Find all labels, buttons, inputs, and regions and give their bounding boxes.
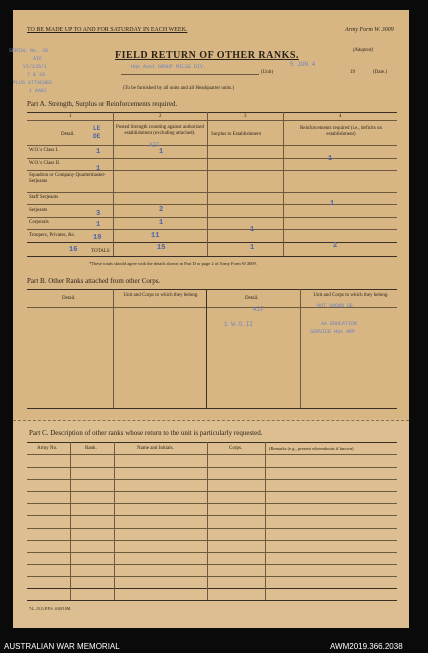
serial-stamp-line-3: VI/135/1 xyxy=(23,64,48,70)
row-posted-totals: 15 xyxy=(157,244,166,252)
part-b-entry-aif: AIF xyxy=(253,306,264,313)
row-label-cpls: Corporals xyxy=(29,220,49,225)
row-posted-sjts: 2 xyxy=(159,206,164,214)
header-posted-strength: Posted Strength counting against authorized establishment (excluding attached). xyxy=(115,125,205,136)
part-b-header-detail-1: Detail. xyxy=(62,296,76,301)
row-le-sjts: 3 xyxy=(96,210,101,218)
col-number-2: 2 xyxy=(159,114,162,119)
header-surplus: Surplus to Establishment xyxy=(211,132,261,137)
serial-stamp-line-2: AIF xyxy=(33,56,43,62)
part-b-entry-unit-line-2: AA EDUCATION xyxy=(321,321,358,327)
unit-line xyxy=(121,74,259,75)
row-posted-wo1: 1 xyxy=(159,148,164,156)
stamp-de: DE xyxy=(93,133,101,140)
unit-stamp: Hqs Aust GROUP MILSE DIV. xyxy=(131,64,207,70)
part-c-header-army-no: Army No. xyxy=(37,446,58,451)
form-title: FIELD RETURN OF OTHER RANKS. xyxy=(115,50,299,61)
row-le-totals: 16 xyxy=(69,246,78,254)
row-label-wo1: W.O.'s Class I. xyxy=(29,148,59,153)
part-b-header-unit-1: Unit and Corps to which they belong. xyxy=(123,293,199,298)
adapted-note: (Adapted) xyxy=(353,48,373,53)
col-number-3: 3 xyxy=(244,114,247,119)
row-label-troopers: Troopers, Privates, &c. xyxy=(29,233,76,238)
row-surplus-troopers: 1 xyxy=(250,226,255,234)
caption-right: AWM2019.366.2038 xyxy=(330,642,403,651)
col-number-4: 4 xyxy=(339,114,342,119)
header-reinforcements: Reinforcements required (i.e., deficits on establishment) xyxy=(299,126,383,137)
part-c-header-name: Name and Initials. xyxy=(137,446,174,451)
caption-bar xyxy=(0,628,428,653)
col-number-1: 1 xyxy=(69,114,72,119)
row-surplus-totals: 1 xyxy=(250,244,255,252)
part-a-footnote: *These totals should agree with the details shown in Part D or page 2 of Army Form W.3009. xyxy=(89,261,257,266)
furnished-note: (To be furnished by all units and all Headquarter units.) xyxy=(123,86,235,91)
part-c-header-rank: Rank. xyxy=(85,446,97,451)
stamp-le: LE xyxy=(93,125,101,132)
part-b-heading: Part B. Other Ranks attached from other Corps. xyxy=(27,277,161,285)
row-label-wo2: W.O.'s Class II. xyxy=(29,161,61,166)
unit-label: (Unit) xyxy=(261,70,274,75)
row-posted-cpls: 1 xyxy=(159,219,164,227)
part-b-entry-unit-line-3: SERVICE Hqs ARP xyxy=(310,329,356,335)
row-le-wo1: 1 xyxy=(96,148,101,156)
row-posted-troopers: 11 xyxy=(151,232,160,240)
part-b-header-detail-2: Detail. xyxy=(245,296,259,301)
header-detail: Detail. xyxy=(61,132,75,137)
row-label-totals: TOTALS xyxy=(91,249,110,254)
top-note: TO BE MADE UP TO AND FOR SATURDAY IN EACH WEEK. xyxy=(27,27,188,33)
printer-imprint: 74—N.G.P.P.S. 4/40/10M. xyxy=(29,606,72,611)
part-c-heading: Part C. Description of other ranks whose return to the unit is particularly requested. xyxy=(29,429,263,437)
field-return-form xyxy=(9,10,409,628)
row-label-sjts: Serjeants xyxy=(29,208,48,213)
row-reinf-totals: 2 xyxy=(333,242,338,250)
part-b-header-unit-2: Unit and Corps to which they belong. xyxy=(313,293,389,298)
serial-stamp-line-5: PLUS ATTACHED xyxy=(13,80,53,86)
date-label: (Date.) xyxy=(373,70,388,75)
row-le-troopers: 10 xyxy=(93,234,102,242)
row-le-cpls: 1 xyxy=(96,221,101,229)
row-reinf-sjts: 1 xyxy=(330,200,335,208)
form-lower-sheet xyxy=(13,420,409,629)
part-b-entry-unit-line-1: NOT SHOWN DE xyxy=(317,303,354,309)
row-reinf-wo1: 1 xyxy=(328,155,333,163)
stamp-aif: AIF xyxy=(149,142,160,149)
part-a-heading: Part A. Strength, Surplus or Reinforcements required. xyxy=(27,100,178,108)
caption-left: AUSTRALIAN WAR MEMORIAL xyxy=(4,642,120,651)
row-le-cqms: 1 xyxy=(96,165,101,173)
serial-stamp-line-6: 1 AAEC xyxy=(29,88,48,94)
part-c-header-remarks: (Remarks (e.g., present whereabouts if known) xyxy=(269,446,354,451)
part-c-header-corps: Corps. xyxy=(229,446,243,451)
part-b-entry-detail: 1 W.O.II xyxy=(224,321,253,328)
date-stamp: 5 JUN 4 xyxy=(290,61,316,68)
army-form-number: Army Form W. 3009 xyxy=(345,27,394,33)
serial-stamp-line-4: 7 & 10 xyxy=(27,72,46,78)
serial-stamp-line-1: SERIAL No. 30 xyxy=(9,48,49,54)
row-label-staff-sjts: Staff Serjeants xyxy=(29,195,59,200)
date-year: 19 xyxy=(350,70,355,75)
row-label-cqms: Squadron or Company Quartermaster-Serjeants xyxy=(29,173,106,184)
